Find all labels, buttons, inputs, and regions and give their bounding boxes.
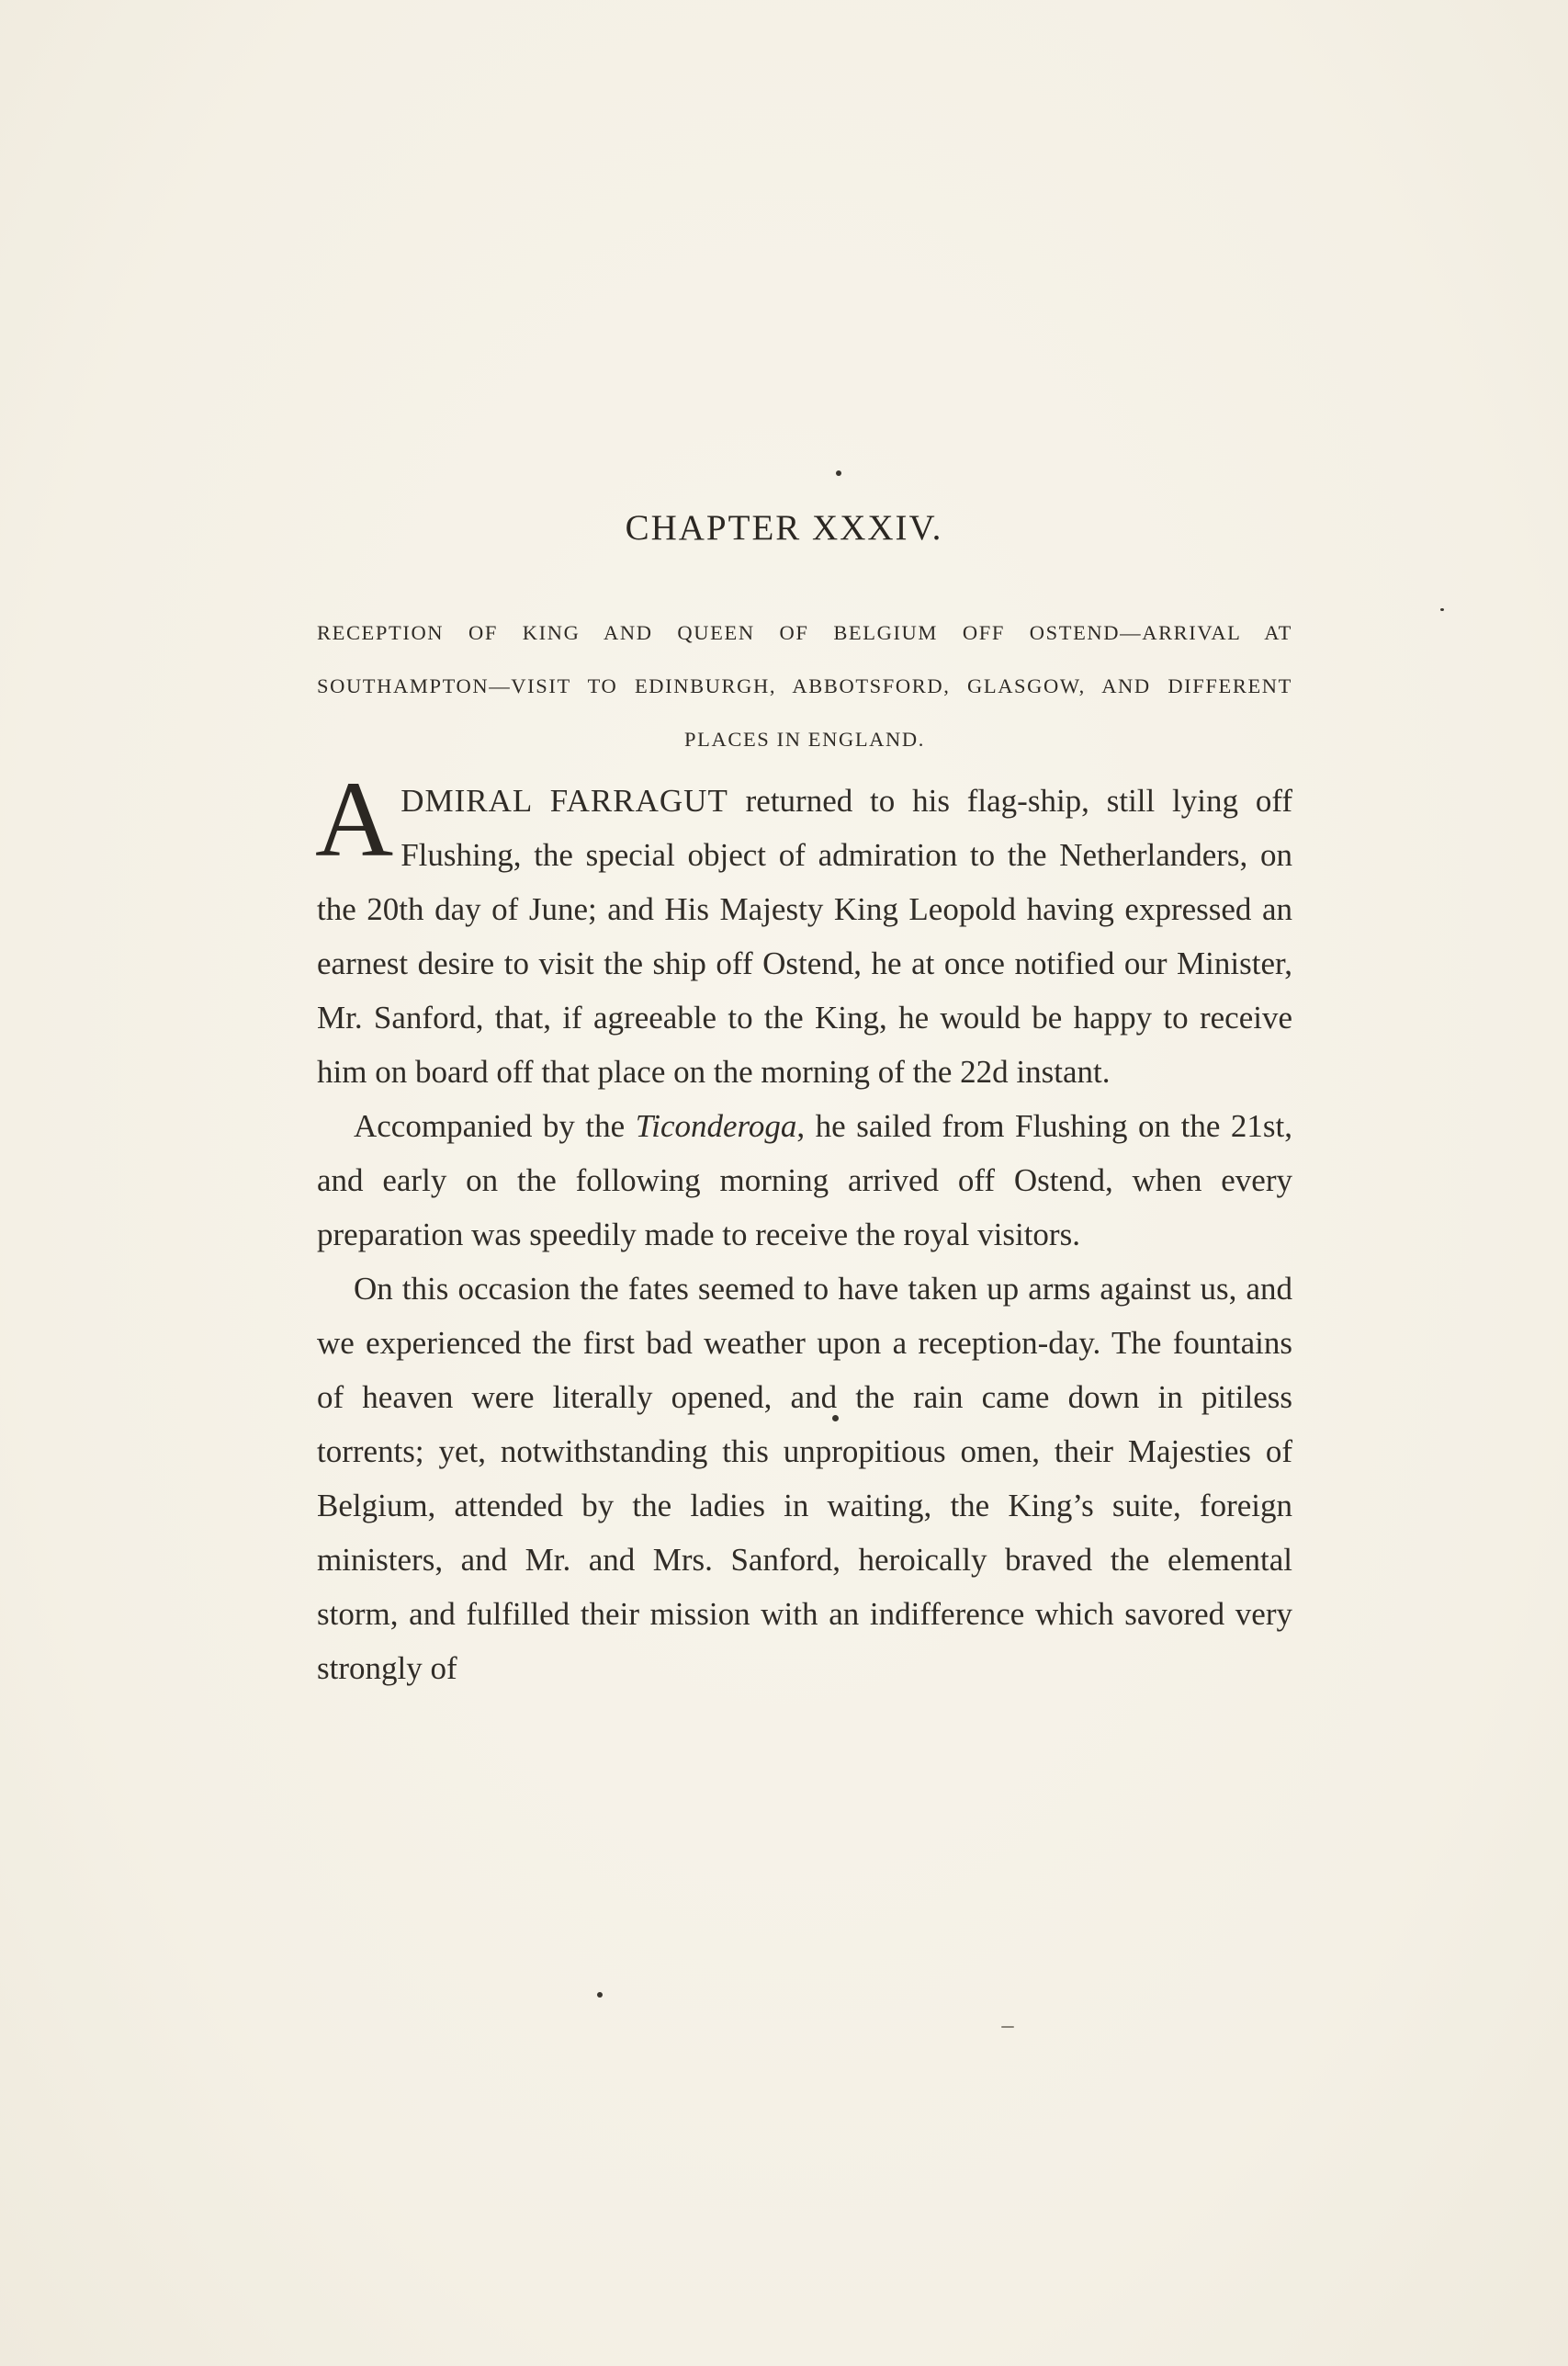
paragraph-1 xyxy=(315,759,1292,1099)
chapter-summary: RECEPTION OF KING AND QUEEN OF BELGIUM OFF OSTEND—ARRIVAL AT SOUTHAMPTON—VISIT TO EDINBURGH, ABBOTSFORD, GLASGOW, AND DIFFERENT PLACES IN ENGLAND. xyxy=(317,621,1292,751)
print-speck xyxy=(832,1415,839,1421)
paragraph-2-start: Accompanied by the xyxy=(354,1108,636,1144)
paragraph-2-text: , he sailed from Flushing on the 21st, and early on the following morning arrived off Ostend, when every preparation was speedily made to receive the royal visitors. xyxy=(317,1108,1292,1252)
print-speck xyxy=(1001,2026,1014,2028)
drop-cap: A xyxy=(315,759,394,879)
paragraph-1-text: returned to his flag-ship, still lying off Flushing, the special object of admiration to the Netherlanders, on the 20th day of June; and His Majesty King Leopold having expressed an earnest desire to visit the ship off Ostend, he at once notified our Minister, Mr. Sanford, that, if agreeable to the King, he would be happy to receive him on board off that place on the morning of the 22d instant. xyxy=(317,783,1292,1090)
paragraph-3: On this occasion the fates seemed to have taken up arms against us, and we experienced the first bad weather upon a reception-day. The fountains of heaven were literally opened, and the rain came down in pitiless torrents; yet, notwithstanding this unpropitious omen, their Majesties of Belgium, attended by the ladies in waiting, the King’s suite, foreign ministers, and Mr. and Mrs. Sanford, heroically braved the elemental storm, and fulfilled their mission with an indifference which savored very strongly of xyxy=(317,1271,1292,1686)
chapter-body xyxy=(315,759,1292,1695)
print-speck xyxy=(597,1992,603,1998)
ship-name: Ticonderoga xyxy=(635,1108,797,1144)
chapter-title: CHAPTER XXXIV. xyxy=(625,508,943,548)
print-speck xyxy=(836,470,841,476)
paragraph-2 xyxy=(317,1099,1292,1262)
print-speck xyxy=(1440,608,1444,611)
opening-words: DMIRAL FARRAGUT xyxy=(400,783,728,819)
